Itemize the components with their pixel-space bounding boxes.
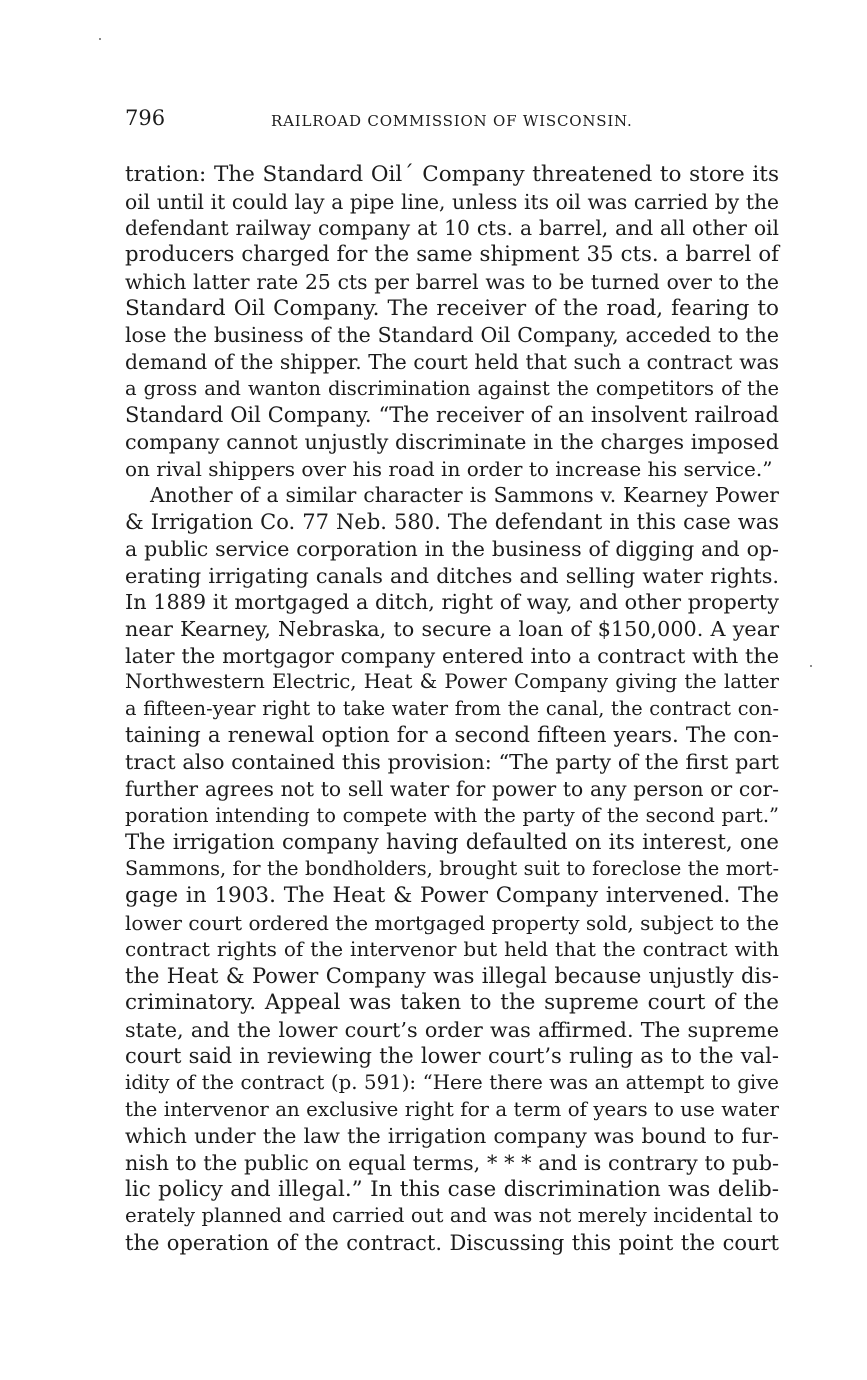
page-header [125,106,777,136]
text-line: nish to the public on equal terms, * * * and is contrary to pub- [125,1151,779,1176]
speck-mark [810,665,812,667]
text-line: In 1889 it mortgaged a ditch, right of way, and other property [125,590,779,615]
text-line: Standard Oil Company. The receiver of the road, fearing to [125,295,779,321]
text-line: company cannot unjustly discriminate in the charges imposed [125,430,779,455]
text-line: erately planned and carried out and was not merely incidental to [125,1204,779,1228]
text-line: lose the business of the Standard Oil Company, acceded to the [125,323,779,348]
text-line: poration intending to compete with the party of the second part.” [125,803,779,827]
text-line: oil until it could lay a pipe line, unless its oil was carried by the [125,189,779,214]
text-line: demand of the shipper. The court held that such a contract was [125,349,779,374]
text-line: the intervenor an exclusive right for a term of years to use water [125,1097,779,1121]
text-line: the operation of the contract. Discussing this point the court [125,1231,779,1256]
text-line: contract rights of the intervenor but held that the contract with [125,937,779,962]
speck-mark [99,38,101,40]
text-line: Sammons, for the bondholders, brought suit to foreclose the mort- [125,857,779,881]
text-line: which latter rate 25 cts per barrel was to be turned over to the [125,269,779,294]
text-line: a public service corporation in the business of digging and op- [125,536,779,561]
text-line: Standard Oil Company. “The receiver of an insolvent railroad [125,403,779,428]
text-line: taining a renewal option for a second fifteen years. The con- [125,722,779,748]
text-line: further agrees not to sell water for power to any person or cor- [125,777,779,802]
text-line: which under the law the irrigation company was bound to fur- [125,1124,779,1149]
text-line: lic policy and illegal.” In this case discrimination was delib- [125,1176,779,1202]
text-line: idity of the contract (p. 591): “Here there was an attempt to give [125,1070,779,1094]
text-line: Another of a similar character is Sammons v. Kearney Power [150,483,779,508]
text-line: The irrigation company having defaulted on its interest, one [125,829,779,855]
body-text [125,162,779,1257]
text-line: Northwestern Electric, Heat & Power Company giving the latter [125,670,779,694]
text-line: erating irrigating canals and ditches and selling water rights. [125,563,779,588]
text-line: court said in reviewing the lower court’s ruling as to the val- [125,1044,779,1069]
page-number: 796 [125,106,166,130]
text-line: later the mortgagor company entered into a contract with the [125,643,779,668]
text-line: criminatory. Appeal was taken to the supreme court of the [125,989,779,1015]
text-line: state, and the lower court’s order was affirmed. The supreme [125,1017,779,1042]
text-line: tract also contained this provision: “The party of the first part [125,750,779,775]
text-line: gage in 1903. The Heat & Power Company intervened. The [125,882,779,908]
text-line: near Kearney, Nebraska, to secure a loan of $150,000. A year [125,616,779,641]
text-line: the Heat & Power Company was illegal because unjustly dis- [125,964,779,989]
text-line: a fifteen-year right to take water from the canal, the contract con- [125,697,779,721]
text-line: on rival shippers over his road in order to increase his service.” [125,456,773,481]
text-line: & Irrigation Co. 77 Neb. 580. The defendant in this case was [125,510,779,535]
running-head: RAILROAD COMMISSION OF WISCONSIN. [271,112,633,130]
text-line: tration: The Standard Oilˊ Company threatened to store its [125,162,779,187]
text-line: producers charged for the same shipment 35 cts. a barrel of [125,242,779,268]
text-line: defendant railway company at 10 cts. a barrel, and all other oil [125,216,779,241]
text-line: a gross and wanton discrimination against the competitors of the [125,376,779,400]
text-line: lower court ordered the mortgaged property sold, subject to the [125,910,779,935]
